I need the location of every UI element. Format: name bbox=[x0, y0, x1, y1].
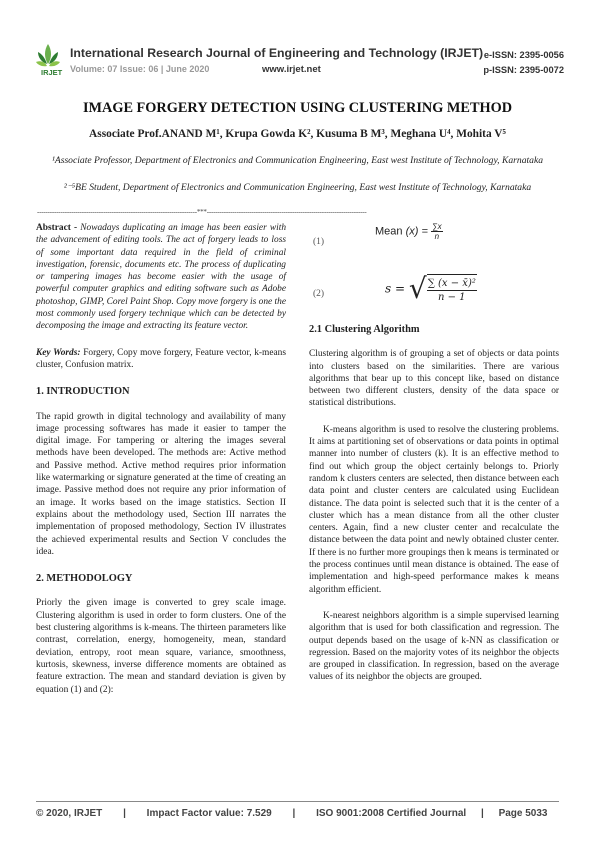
footer-iso: ISO 9001:2008 Certified Journal bbox=[316, 808, 467, 819]
mean-label: Mean bbox=[375, 225, 403, 238]
equation-2 bbox=[385, 271, 477, 305]
keywords-label: Key Words: bbox=[36, 347, 81, 358]
volume-info: Volume: 07 Issue: 06 | June 2020 bbox=[70, 64, 210, 74]
keywords bbox=[36, 347, 286, 372]
footer-page: Page 5033 bbox=[498, 808, 548, 819]
affiliation-2: ²⁻⁵BE Student, Department of Electronics and Communication Engineering, East west Institute of Technology, Karnataka bbox=[63, 182, 532, 193]
intro-heading: 1. INTRODUCTION bbox=[36, 386, 130, 398]
mean-numerator: ∑x bbox=[431, 222, 442, 231]
sd-fraction bbox=[427, 274, 477, 304]
footer-separator: | bbox=[480, 808, 484, 819]
page-footer bbox=[36, 808, 559, 819]
equation-1-number: (1) bbox=[313, 237, 325, 247]
section-divider: ---------------------------------------------------------------------------***--------------------------------------------------------------------------- bbox=[37, 208, 367, 216]
right-column bbox=[309, 222, 559, 693]
clustering-paragraph-2: K-means algorithm is used to resolve the clustering problems. It aims at partitioning set of observations or data points in optimal manner into number of clusters (k). It is an effective method to find out which group the object certainly belongs to. Priorly random k clusters centers are selected, then distance between each data point and cluster centers are calculated using Euclidean distance. The data point is selected such that it is the center of a cluster which has a mean distance from all the other cluster centers. Again, find a new cluster center and recalculate the distance between the data point and newly obtained cluster center. If there is no further more groupings then k means is terminated or the process continues until mean distance is obtained. The ease of implementation and high-speed performance makes k means algorithm efficient. bbox=[309, 424, 559, 595]
logo-text: IRJET bbox=[41, 68, 63, 77]
clustering-heading: 2.1 Clustering Algorithm bbox=[309, 324, 420, 335]
left-column bbox=[36, 222, 286, 705]
mean-fraction bbox=[431, 222, 443, 241]
clustering-paragraph-1: Clustering algorithm is of grouping a set of objects or data points into clusters based on the similarities. There are various algorithms that bear up to this concept like, based on distance between two different clusters, density of the data space or statistical distributions. bbox=[309, 349, 559, 409]
intro-paragraph: The rapid growth in digital technology and availability of many image processing softwares has made it easier to tamper the digital image. For tampering or altering the images several methods have been developed. The methods are: Active method and Passive method. Active method requires prior information like watermarking or signature generated at the time of creating an image. Passive method does not require any prior information of an image. It works based on the image statistics. Section II explains about the methodology used, Section III narrates the implementation of proposed methodology, Section IV illustrates the achieved experimental results and Section V concludes the idea. bbox=[36, 411, 286, 557]
sd-numerator: ∑ (x − x̄)² bbox=[427, 278, 476, 289]
abstract-label: Abstract - bbox=[36, 223, 78, 233]
abstract-text: Nowadays duplicating an image has been easier with the advancement of editing tools. The act of forgery leads to loss of some important data required in the field of criminal investigation, forensic, documents etc. The process of duplicating or tampering images has become easier with the usage of powerful computer graphics and editing software such as Adobe photoshop, GIMP, Corel Paint Shop. Copy move forgery is one the most commonly used forgery technique which can be detected by decomposing the image and extracting its feature vector. bbox=[36, 223, 287, 332]
equation-2-number: (2) bbox=[313, 289, 325, 299]
affiliation-1: ¹Associate Professor, Department of Electronics and Communication Engineering, East west Institute of Technology, Karnataka bbox=[51, 155, 544, 166]
footer-copyright: © 2020, IRJET bbox=[36, 808, 103, 819]
clustering-paragraph-3: K-nearest neighbors algorithm is a simple supervised learning algorithm that is used for both classification and regression. The output depends based on the usage of k-NN as classification or regression. Based on the majority votes of its neighbor the objects are grouped in classification. In regression, based on the average values of its neighbor the objects are grouped. bbox=[309, 610, 559, 683]
irjet-logo bbox=[34, 40, 62, 80]
keywords-text: Forgery, Copy move forgery, Feature vector, k-means cluster, Confusion matrix. bbox=[36, 347, 287, 370]
footer-separator: | bbox=[292, 808, 296, 819]
mean-denominator: n bbox=[434, 232, 440, 241]
sd-denominator: n − 1 bbox=[438, 292, 466, 303]
methodology-heading: 2. METHODOLOGY bbox=[36, 573, 133, 585]
paper-title: IMAGE FORGERY DETECTION USING CLUSTERING METHOD bbox=[82, 100, 513, 116]
p-issn: p-ISSN: 2395-0072 bbox=[483, 65, 564, 75]
author-list: Associate Prof.ANAND M¹, Krupa Gowda K², Kusuma B M³, Meghana U⁴, Mohita V⁵ bbox=[89, 128, 506, 140]
journal-name: International Research Journal of Engineering and Technology (IRJET) bbox=[70, 46, 484, 60]
methodology-paragraph: Priorly the given image is converted to grey scale image. Clustering algorithm is used in order to form clusters. One of the best clustering algorithms is k-means. The thirteen parameters like contrast, correlation, energy, homogeneity, mean, standard deviation, entropy, root mean square, variance, smoothness, kurtosis, skewness, inverse difference moments are obtained as feature extraction. The mean and standard deviation is given by equation (1) and (2): bbox=[36, 598, 286, 695]
page-header bbox=[30, 38, 565, 84]
footer-separator: | bbox=[123, 808, 126, 819]
equation-1 bbox=[375, 222, 443, 241]
sqrt-symbol: √ bbox=[408, 271, 427, 305]
mean-var: (x) = bbox=[405, 225, 428, 238]
website-link[interactable]: www.irjet.net bbox=[262, 64, 321, 75]
footer-impact: Impact Factor value: 7.529 bbox=[146, 808, 272, 819]
equations bbox=[309, 222, 559, 324]
e-issn: e-ISSN: 2395-0056 bbox=[483, 50, 564, 60]
sd-label: s = bbox=[385, 281, 406, 296]
abstract bbox=[36, 222, 286, 333]
footer-line bbox=[36, 801, 559, 802]
